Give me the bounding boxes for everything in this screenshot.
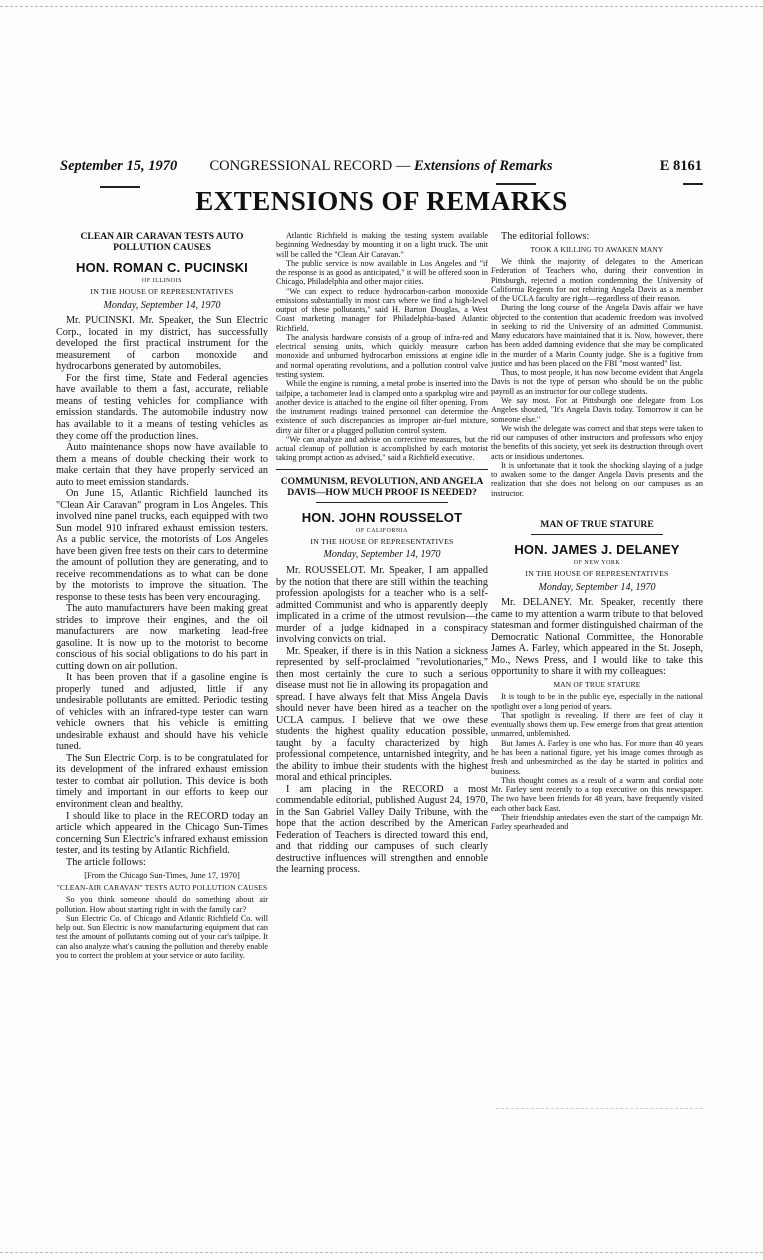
article3-house: IN THE HOUSE OF REPRESENTATIVES (525, 568, 669, 578)
paragraph: Mr. Speaker, if there is in this Nation a sickness represented by self-proclaimed "revolutionaries," then most certainly the cure to such a serious disease must not lie in allowing its propagation and spread. I have always felt that Miss Angela Davis should never have been hired as a teacher on the UCLA campus. I believe that we owe these students the highest quality education possible, taught by a faculty characterized by high professional competence, untarnished integrity, and the ability to imbue their students with the highest moral and ethical principles. (276, 645, 488, 784)
paragraph: On June 15, Atlantic Richfield launched its "Clean Air Caravan" program in Los Angeles. This involved nine panel trucks, each equipped with two Sun model 910 infrared exhaust emission testers. As a public service, the motorists of Los Angeles have been given free tests on their cars to determine the amount of pollution they are generating, and to receive recommendations as to what can be done by the motorists to improve the situation. The response to these tests has been very encouraging. (56, 488, 268, 603)
paragraph: The public service is now available in Los Angeles and "if the response is as good as anticipated," it will be offered soon in Chicago, Philadelphia and other major cities. (276, 258, 488, 287)
article3-state: OF NEW YORK (573, 559, 621, 566)
paragraph: The analysis hardware consists of a group of infra-red and electrical sensing units, which quickly measure carbon monoxide and unburned hydrocarbon emissions at engine idle and normal operating revolutions, and a pollution control valve testing system. (276, 332, 488, 379)
header-record: CONGRESSIONAL RECORD — (209, 158, 411, 174)
article2-speaker: HON. JOHN ROUSSELOT (301, 509, 463, 525)
header-rule-mid (496, 183, 536, 185)
article1-inner-body-continued (276, 231, 488, 463)
paragraph: I am placing in the RECORD a most commendable editorial, published August 24, 1970, in the San Gabriel Valley Daily Tribune, with the hope that the action described by the American Federation of Teachers is directed toward this end, and that ridding our campuses of such clearly destructive influences will strengthen and ennoble the learning process. (276, 783, 488, 876)
bottom-dashed-rule (496, 1108, 703, 1109)
column-2 (276, 231, 488, 876)
article2-inner-body (491, 257, 703, 498)
paragraph: I should like to place in the RECORD today an article which appeared in the Chicago Sun-Times concerning Sun Electric's infrared exhaust emission tester, and its testing by Atlantic Richfield. (56, 810, 268, 857)
bottom-dashed-edge (0, 1252, 763, 1253)
article3-body (491, 597, 703, 678)
paragraph: Sun Electric Co. of Chicago and Atlantic Richfield Co. will help out. Sun Electric is now manufacturing equipment that can test the amount of pollutants coming out of your car's tailpipe. It can also analyze what's causing the pollution and thereby enable you to correct the problem at your service or auto facility. (56, 913, 268, 960)
page-header (60, 158, 702, 180)
paragraph: But James A. Farley is one who has. For more than 40 years he has been a national figure, yet his image comes through as fresh and unbesmirched as the day he started in politics and business. (491, 738, 703, 776)
main-title: EXTENSIONS OF REMARKS (195, 186, 568, 216)
paragraph: "We can analyze and advise on corrective measures, but the actual cleanup of pollution is accomplished by each motorist taking prompt action as advised," said a Richfield executive. (276, 434, 488, 463)
article2-body (276, 565, 488, 876)
article3-headline: MAN OF TRUE STATURE (540, 518, 654, 530)
article3-speaker: HON. JAMES J. DELANEY (514, 541, 680, 557)
paragraph: Mr. PUCINSKI. Mr. Speaker, the Sun Electric Corp., located in my district, has successfully developed the first practical instrument for the measurement of carbon monoxide and hydrocarbons generated by automobiles. (56, 315, 268, 373)
headline-rule (316, 502, 448, 503)
article2-headline: COMMUNISM, REVOLUTION, AND ANGELA DAVIS—HOW MUCH PROOF IS NEEDED? (280, 475, 484, 498)
article1-inner-title: "CLEAN-AIR CARAVAN" TESTS AUTO POLLUTION CAUSES (56, 882, 268, 892)
paragraph: "We can expect to reduce hydrocarbon-carbon monoxide emissions substantially in most cars where we find a high-level output of these pollutants," said H. Barton Douglas, a West Coast marketing manager for Philadelphia-based Atlantic Richfield. (276, 286, 488, 333)
article1-house: IN THE HOUSE OF REPRESENTATIVES (90, 286, 234, 296)
paragraph: We say most. For at Pittsburgh one delegate from Los Angeles shouted, "It's Angela Davis today. Tomorrow it can be someone else." (491, 396, 703, 424)
paragraph: We wish the delegate was correct and that steps were taken to rid our campuses of other instructors and professors who enjoy the benefits of this society, yet seek its destruction through overt acts or insidious undertones. (491, 423, 703, 461)
paragraph: While the engine is running, a metal probe is inserted into the tailpipe, a tachometer lead is clamped onto a sparkplug wire and another device is attached to the engine oil filter opening. From the instrument readings trained personnel can determine the existence of such discrepancies as improper air-fuel mixture, dirty air filter or a plugged pollution control system. (276, 379, 488, 435)
article3-inner-title: MAN OF TRUE STATURE (553, 679, 641, 689)
paragraph: Auto maintenance shops now have available to them a means of double checking their work to make certain that they have properly serviced an auto to meet emission standards. (56, 442, 268, 488)
column-3 (491, 231, 703, 831)
header-date: September 15, 1970 (60, 158, 178, 174)
article1-source: [From the Chicago Sun-Times, June 17, 1970] (84, 871, 240, 881)
article3-day: Monday, September 14, 1970 (538, 581, 656, 593)
header-page-number: E 8161 (659, 158, 702, 174)
article1-body (56, 315, 268, 868)
paragraph: Their friendship antedates even the start of the campaign Mr. Farley spearheaded and (491, 812, 703, 832)
article1-inner-body (56, 895, 268, 960)
article3-inner-body (491, 692, 703, 831)
paragraph: Atlantic Richfield is making the testing system available beginning Wednesday by mounting it on a light truck. The unit will be called the "Clean Air Caravan." (276, 231, 488, 259)
paragraph: The editorial follows: (501, 231, 590, 242)
paragraph: That spotlight is revealing. If there are feet of clay it eventually shows them up. Few emerge from that great attention unmarred, unblemished. (491, 710, 703, 739)
paragraph: For the first time, State and Federal agencies have available to them a fast, accurate, reliable means of testing vehicles for compliance with emission standards. The automobile industry now has available to it a means of testing vehicles as they come off the production lines. (56, 372, 268, 442)
article-divider (276, 469, 488, 470)
header-rule-right (683, 183, 703, 185)
paragraph: The auto manufacturers have been making great strides to improve their engines, and the oil manufacturers are now marketing lead-free gasoline. It is now up to the motorist to become conscious of his social obligations to do his part in cutting down on air pollution. (56, 603, 268, 672)
paragraph: Thus, to most people, it has now become evident that Angela Davis is not the type of person who should be on the public payroll as an instructor for our college students. (491, 368, 703, 396)
paragraph: Mr. ROUSSELOT. Mr. Speaker, I am appalled by the notion that there are still within the teaching profession apologists for a teacher who is a self-admitted Communist and who is apparently deeply implicated in a crime of the utmost revulsion—the murder of a judge kidnaped in a conspiracy involving convicts on trial. (276, 564, 488, 646)
paragraph: Mr. DELANEY. Mr. Speaker, recently there came to my attention a warm tribute to that beloved statesman and former distinguished chairman of the Democratic National Committee, the Honorable James A. Farley, which appeared in the St. Joseph, Mo., News Press, and I would like to take this opportunity to share it with my colleagues: (491, 597, 703, 678)
header-section: Extensions of Remarks (413, 158, 553, 174)
paragraph: The Sun Electric Corp. is to be congratulated for its development of the infrared exhaust emission tester to combat air pollution. This device is both timely and important in our efforts to keep our environment clean and healthy. (56, 752, 268, 810)
article1-day: Monday, September 14, 1970 (103, 299, 221, 311)
paragraph: So you think someone should do something about air pollution. How about starting right in with the family car? (56, 895, 268, 914)
article1-speaker: HON. ROMAN C. PUCINSKI (76, 260, 248, 276)
paragraph: We think the majority of delegates to the American Federation of Teachers who, during their convention in Pittsburgh, rejected a motion condemning the University of California Regents for not rehiring Angela Davis as a member of the UCLA faculty are right—regardless of their reason. (491, 257, 703, 304)
header-publication (60, 158, 702, 175)
article2-body-continued (491, 231, 703, 243)
top-dashed-edge (0, 6, 763, 7)
paragraph: It is tough to be in the public eye, especially in the national spotlight over a long period of years. (491, 692, 703, 711)
headline-rule (531, 534, 663, 535)
article1-state: OF ILLINOIS (142, 278, 182, 284)
paragraph: It is unfortunate that it took the shocking slaying of a judge to awaken some to the danger Angela Davis presents and the realization that she does not belong on our campuses as an instructor. (491, 460, 703, 498)
article1-headline: CLEAN AIR CARAVAN TESTS AUTO POLLUTION CAUSES (80, 231, 244, 254)
paragraph: The article follows: (66, 856, 146, 868)
article2-day: Monday, September 14, 1970 (323, 549, 441, 561)
paragraph: It has been proven that if a gasoline engine is properly tuned and adjusted, little if any undesirable pollutants are emitted. Periodic testing of vehicles with an infrared-type tester can warn vehicle owners that his vehicle is emitting undesirable exhaust and should have his vehicle tuned. (56, 672, 268, 753)
paragraph: During the long course of the Angela Davis affair we have objected to the contention that academic freedom was involved in seeking to rid the University of an admitted Communist. Many educators have maintained that it is. Now, however, there has been added damning evidence that she may be complicated in the murder of a Marin County judge. She is a fugitive from justice and has been placed on the FBI "most wanted" list. (491, 303, 703, 368)
article2-state: OF CALIFORNIA (355, 527, 408, 534)
paragraph: This thought comes as a result of a warm and cordial note Mr. Farley sent recently to a top executive on this newspaper. The two have been friends for 48 years, have frequently visited each other back East. (491, 775, 703, 813)
article2-house: IN THE HOUSE OF REPRESENTATIVES (310, 536, 454, 546)
column-1 (56, 231, 268, 960)
article2-inner-title: TOOK A KILLING TO AWAKEN MANY (530, 244, 664, 254)
